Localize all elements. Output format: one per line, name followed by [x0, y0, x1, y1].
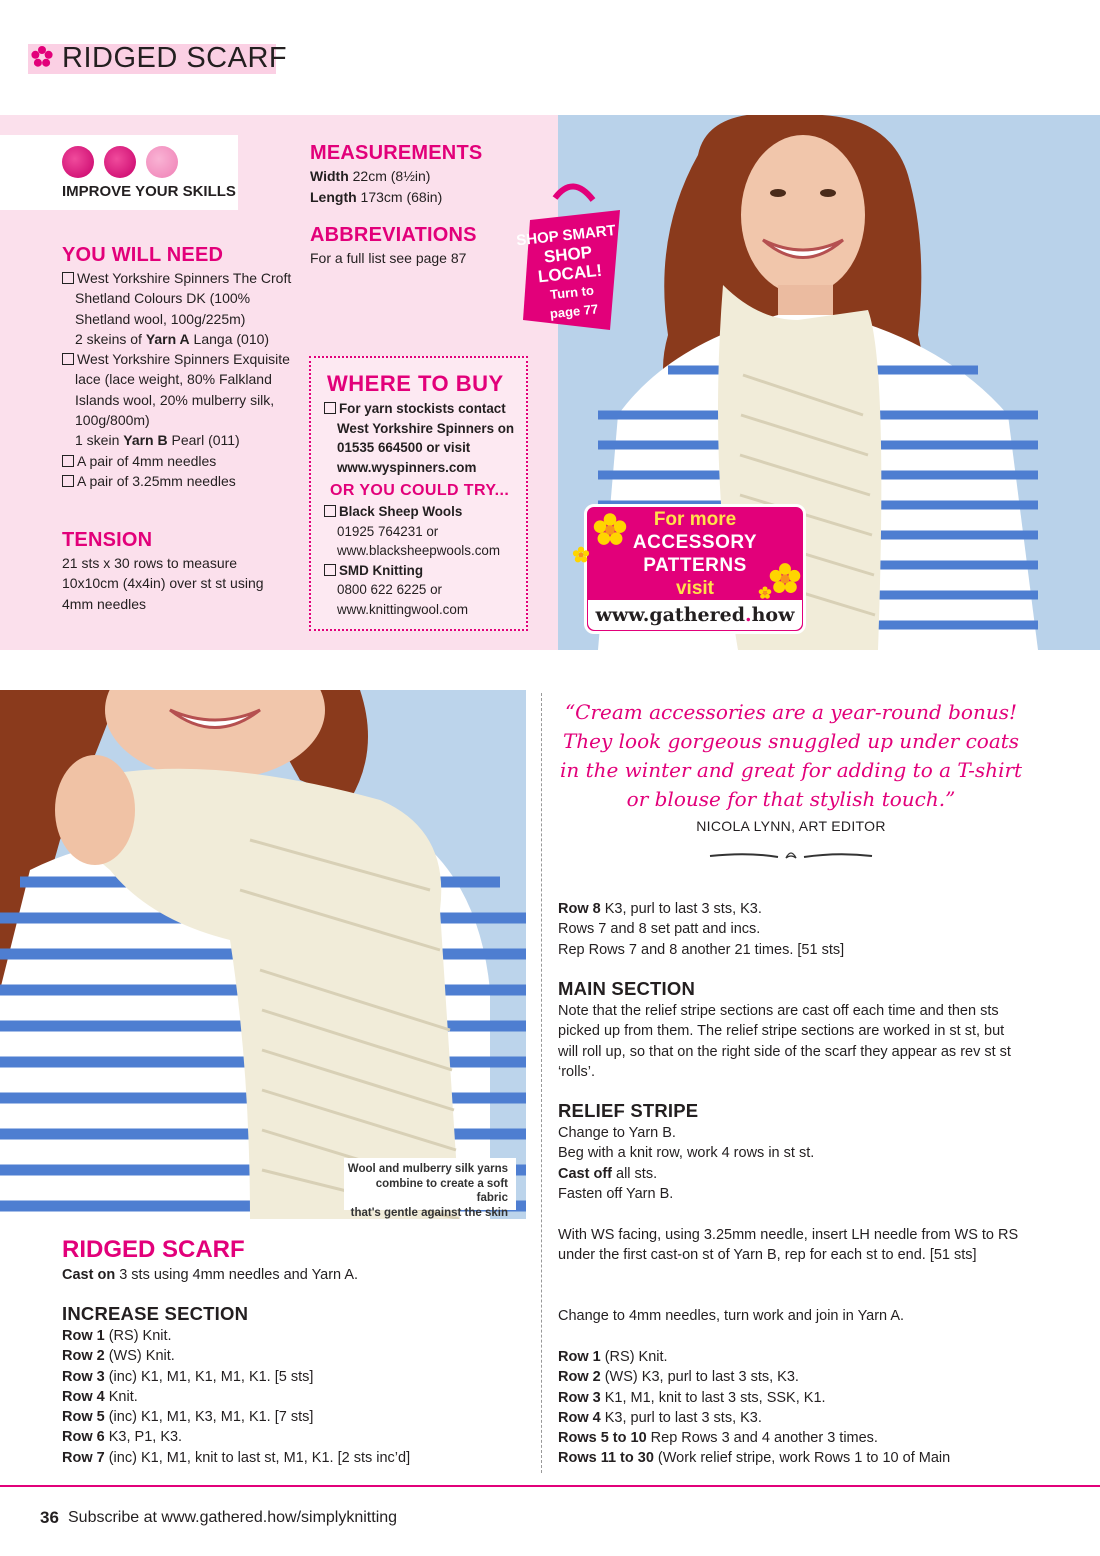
flourish-icon [708, 846, 874, 864]
pattern-row: Row 1 (RS) Knit. [558, 1349, 668, 1365]
or-you-could-try-heading: OR YOU COULD TRY... [330, 482, 510, 499]
yarn-ball-icon [146, 146, 178, 178]
measurements-width: Width 22cm (8½in) [310, 168, 431, 184]
relief-stripe-heading: RELIEF STRIPE [558, 1100, 699, 1121]
skill-level-label: IMPROVE YOUR SKILLS [62, 183, 236, 200]
pattern-row: Row 3 (inc) K1, M1, K1, M1, K1. [5 sts] [62, 1368, 314, 1385]
alt-stockists: Black Sheep Wools 01925 764231 or www.blacksheepwools.com SMD Knitting 0800 622 6225 or www.knittingwool.com [324, 502, 524, 620]
pattern-row: Rows 5 to 10 Rep Rows 3 and 4 another 3 times. [558, 1430, 878, 1447]
column-divider [541, 693, 542, 1473]
pattern-row: Row 4 K3, purl to last 3 sts, K3. [558, 1409, 762, 1426]
flower-icon [572, 546, 590, 564]
pattern-row: Rows 11 to 30 (Work relief stripe, work Rows 1 to 10 of Main [558, 1450, 951, 1467]
increase-section-heading: INCREASE SECTION [62, 1303, 249, 1324]
tension-text: 21 sts x 30 rows to measure 10x10cm (4x4in) over st st using 4mm needles [62, 555, 264, 612]
list-item: West Yorkshire Spinners The Croft Shetland Colours DK (100% Shetland wool, 100g/225m) 2 skeins of Yarn A Langa (010) [62, 268, 302, 349]
measurements-heading: MEASUREMENTS [310, 142, 483, 164]
ws-facing-text: With WS facing, using 3.25mm needle, insert LH needle from WS to RS under the first cast-on st of Yarn B, rep for each st to end. [51 sts] [558, 1227, 1019, 1264]
cast-on-instruction: Cast on 3 sts using 4mm needles and Yarn A. [62, 1267, 359, 1283]
shop-local-text: SHOP SMART SHOP LOCAL! Turn to page 77 [515, 222, 617, 322]
promo-url-link[interactable]: www.gathered.how [588, 600, 802, 630]
main-rows [558, 1347, 1028, 1469]
promo-text: For more ACCESSORY PATTERNS visit [632, 509, 758, 599]
pattern-row: Row 4 Knit. [62, 1388, 138, 1405]
where-to-buy-heading: WHERE TO BUY [327, 371, 504, 396]
footer-subscribe-link[interactable]: Subscribe at www.gathered.how/simplyknitting [68, 1509, 398, 1526]
main-section-text: Note that the relief stripe sections are cast off each time and then sts picked up from them. The relief stripe sections are worked in st st, but will roll up, so that on the right side of the scarf they appear as rev st st ‘rolls’. [558, 1003, 1011, 1080]
where-to-buy-item: For yarn stockists contact West Yorkshire Spinners on 01535 664500 or visit www.wyspinners.com [324, 399, 524, 477]
pattern-row: Row 3 K1, M1, knit to last 3 sts, SSK, K1. [558, 1389, 826, 1406]
checkbox-icon [324, 564, 336, 576]
abbreviations-text: For a full list see page 87 [310, 250, 467, 266]
row-8-block: Row 8 K3, purl to last 3 sts, K3. Rows 7 and 8 set patt and incs. Rep Rows 7 and 8 another 21 times. [51 sts] [558, 901, 845, 958]
materials-list [62, 268, 302, 491]
yarn-ball-icon [62, 146, 94, 178]
measurements-length: Length 173cm (68in) [310, 189, 443, 205]
page-title: RIDGED SCARF [62, 42, 288, 74]
checkbox-icon [62, 455, 74, 467]
checkbox-icon [324, 505, 336, 517]
list-item: West Yorkshire Spinners Exquisite lace (lace weight, 80% Falkland Islands wool, 20% mulberry silk, 100g/800m) 1 skein Yarn B Pearl (011) [62, 349, 302, 450]
increase-rows [62, 1326, 532, 1468]
yarn-ball-icon [104, 146, 136, 178]
photo-caption: Wool and mulberry silk yarns combine to create a soft fabric that's gentle against the skin [344, 1158, 516, 1210]
checkbox-icon [62, 353, 74, 365]
flower-icon [758, 586, 772, 600]
main-section-heading: MAIN SECTION [558, 978, 696, 999]
pattern-title: RIDGED SCARF [62, 1236, 245, 1263]
checkbox-icon [324, 402, 336, 414]
pattern-row: Row 5 (inc) K1, M1, K3, M1, K1. [7 sts] [62, 1409, 314, 1426]
checkbox-icon [62, 475, 74, 487]
pattern-row: Row 1 (RS) Knit. [62, 1328, 172, 1344]
abbreviations-heading: ABBREVIATIONS [310, 224, 477, 246]
page-number: 36 [40, 1508, 59, 1527]
checkbox-icon [62, 272, 74, 284]
pattern-row: Row 6 K3, P1, K3. [62, 1429, 183, 1446]
quote-attribution: NICOLA LYNN, ART EDITOR [696, 818, 886, 834]
change-needles-text: Change to 4mm needles, turn work and join in Yarn A. [558, 1308, 905, 1324]
pattern-row: Row 2 (WS) K3, purl to last 3 sts, K3. [558, 1369, 799, 1386]
footer-rule [0, 1485, 1100, 1487]
tension-heading: TENSION [62, 529, 153, 551]
model-photo-bottom [0, 690, 526, 1219]
you-will-need-heading: YOU WILL NEED [62, 244, 224, 266]
relief-stripe-text: Change to Yarn B. Beg with a knit row, work 4 rows in st st. Cast off all sts. Fasten off Yarn B. [558, 1125, 815, 1202]
pattern-row: Row 2 (WS) Knit. [62, 1348, 175, 1365]
flower-icon [30, 45, 54, 69]
flower-icon [592, 512, 628, 548]
list-item: A pair of 3.25mm needles [62, 471, 302, 491]
flower-icon [768, 562, 802, 596]
pull-quote: “Cream accessories are a year-round bonus! They look gorgeous snuggled up under coats in the winter and great for adding to a T-shirt or blouse for that stylish touch.” [559, 700, 1023, 811]
list-item: A pair of 4mm needles [62, 451, 302, 471]
pattern-row: Row 7 (inc) K1, M1, knit to last st, M1, K1. [2 sts inc’d] [62, 1449, 411, 1466]
